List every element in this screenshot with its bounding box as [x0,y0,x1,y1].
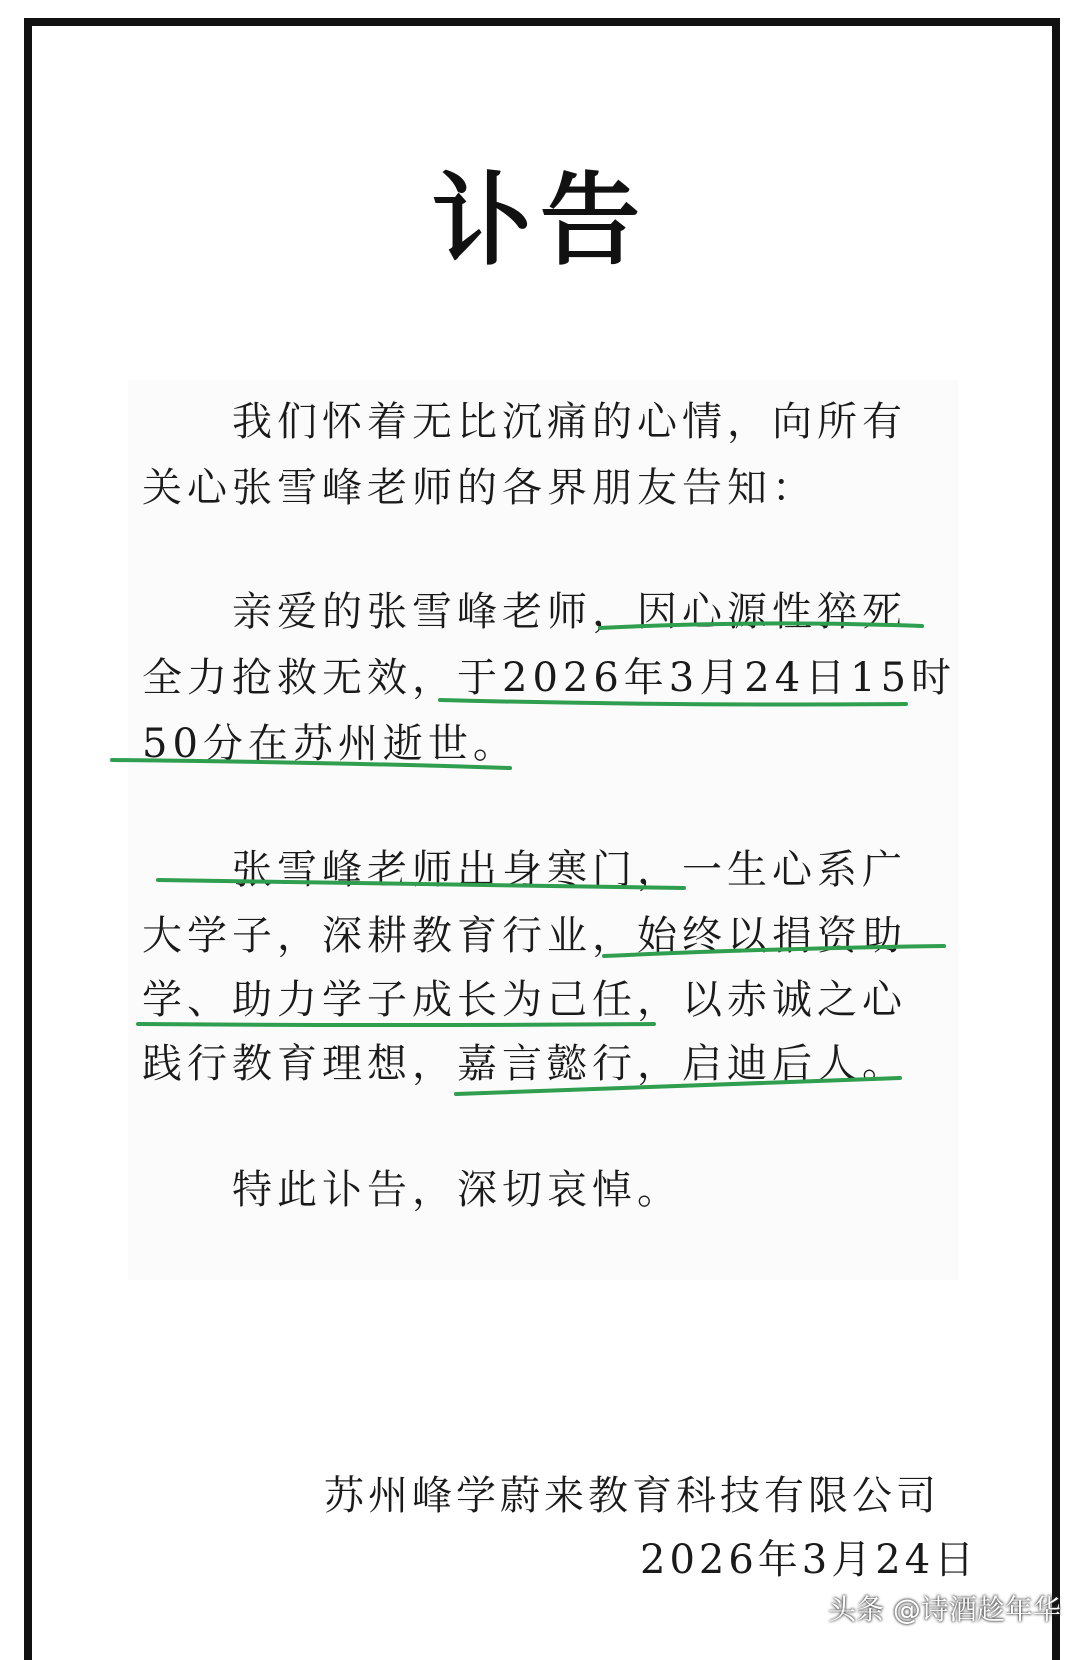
paragraph-3-line-3: 学、助力学子成长为己任，以赤诚之心 [142,977,907,1023]
paragraph-1-line-1: 我们怀着无比沉痛的心情，向所有 [232,399,907,445]
notice-title: 讣告 [432,162,648,279]
paragraph-3-line-2: 大学子，深耕教育行业，始终以捐资助 [142,913,907,959]
signature-date: 2026年3月24日 [640,1537,979,1583]
paragraph-3-line-4: 践行教育理想，嘉言懿行，启迪后人。 [142,1041,907,1087]
paragraph-3-line-1: 张雪峰老师出身寒门，一生心系广 [232,847,907,893]
paragraph-1-line-2: 关心张雪峰老师的各界朋友告知： [142,465,817,511]
paragraph-2-line-1: 亲爱的张雪峰老师，因心源性猝死 [232,589,907,635]
paragraph-4-line-1: 特此讣告，深切哀悼。 [232,1167,682,1213]
paragraph-2-line-2: 全力抢救无效，于2026年3月24日15时 [142,655,957,701]
notice-body-background [128,380,958,1280]
platform-watermark: 头条 @诗酒趁年华 [828,1593,1061,1626]
signature-organization: 苏州峰学蔚来教育科技有限公司 [324,1473,940,1519]
paragraph-2-line-3: 50分在苏州逝世。 [142,721,518,767]
